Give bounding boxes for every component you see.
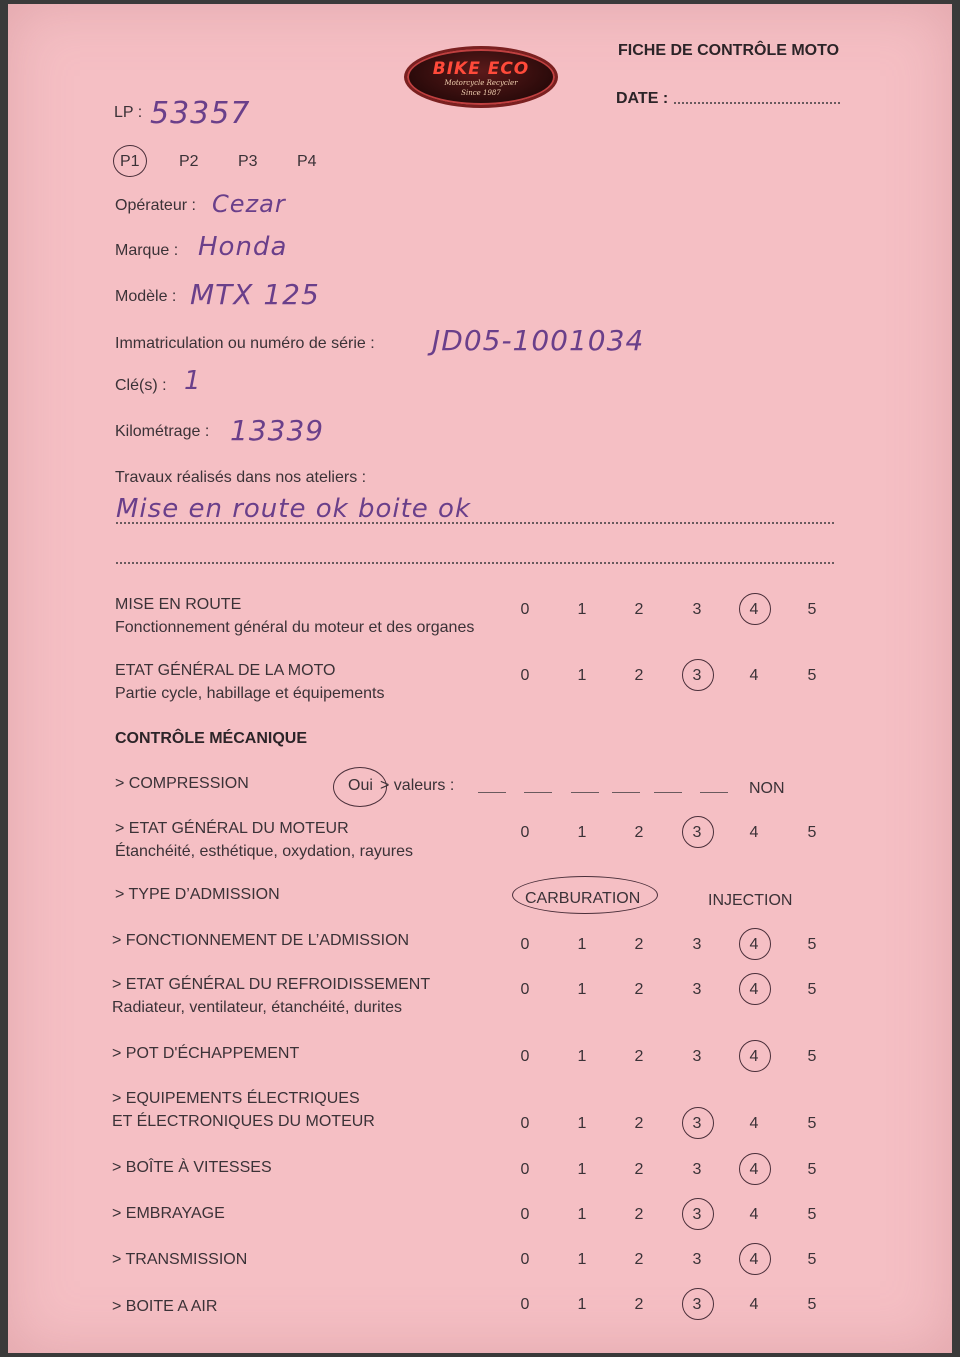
bike-eco-logo xyxy=(404,46,558,108)
echappement-selected-circle xyxy=(739,1040,771,1072)
transmission-selected-circle xyxy=(739,1243,771,1275)
echappement-score-4[interactable]: 4 xyxy=(749,1048,759,1065)
etat-general-moto-selected-circle xyxy=(682,659,714,691)
boite-air-score-1[interactable]: 1 xyxy=(577,1296,587,1313)
cles-value[interactable]: 1 xyxy=(184,366,202,396)
electrique-selected-circle xyxy=(682,1107,714,1139)
embrayage-label: > EMBRAYAGE xyxy=(112,1205,225,1222)
boite-score-2[interactable]: 2 xyxy=(634,1161,644,1178)
embrayage-score-5[interactable]: 5 xyxy=(807,1206,817,1223)
etat-general-moto-score-3[interactable]: 3 xyxy=(692,667,702,684)
electrique-score-0[interactable]: 0 xyxy=(520,1115,530,1132)
boite-air-score-3[interactable]: 3 xyxy=(692,1296,702,1313)
etat-moteur-selected-circle xyxy=(682,816,714,848)
transmission-score-0[interactable]: 0 xyxy=(520,1251,530,1268)
embrayage-selected-circle xyxy=(682,1198,714,1230)
logo-subtitle: Motorcycle Recycler xyxy=(444,79,518,87)
embrayage-score-0[interactable]: 0 xyxy=(520,1206,530,1223)
fonct-admission-score-2[interactable]: 2 xyxy=(634,936,644,953)
mise-en-route-score-0[interactable]: 0 xyxy=(520,601,530,618)
fonct-admission-selected-circle xyxy=(739,928,771,960)
mise-en-route-score-2[interactable]: 2 xyxy=(634,601,644,618)
refroidissement-subtitle: Radiateur, ventilateur, étanchéité, durites xyxy=(112,999,402,1016)
fonct-admission-score-4[interactable]: 4 xyxy=(749,936,759,953)
sheet-title: FICHE DE CONTRÔLE MOTO xyxy=(618,42,840,59)
etat-general-moto-score-5[interactable]: 5 xyxy=(807,667,817,684)
transmission-score-3[interactable]: 3 xyxy=(692,1251,702,1268)
etat-general-moto-subtitle: Partie cycle, habillage et équipements xyxy=(115,685,385,702)
fonct-admission-score-1[interactable]: 1 xyxy=(577,936,587,953)
electrique-score-2[interactable]: 2 xyxy=(634,1115,644,1132)
fonct-admission-score-5[interactable]: 5 xyxy=(807,936,817,953)
travaux-line-1 xyxy=(116,522,834,524)
embrayage-score-3[interactable]: 3 xyxy=(692,1206,702,1223)
etat-moteur-score-2[interactable]: 2 xyxy=(634,824,644,841)
refroidissement-score-1[interactable]: 1 xyxy=(577,981,587,998)
marque-label: Marque : xyxy=(115,242,179,259)
boite-selected-circle xyxy=(739,1153,771,1185)
modele-value[interactable]: MTX 125 xyxy=(190,278,320,311)
compression-valeur-2[interactable] xyxy=(524,792,552,793)
immat-label: Immatriculation ou numéro de série : xyxy=(115,335,375,352)
echappement-score-1[interactable]: 1 xyxy=(577,1048,587,1065)
etat-general-moto-score-2[interactable]: 2 xyxy=(634,667,644,684)
echappement-score-5[interactable]: 5 xyxy=(807,1048,817,1065)
refroidissement-label: > ETAT GÉNÉRAL DU REFROIDISSEMENT xyxy=(112,976,431,993)
mise-en-route-score-4[interactable]: 4 xyxy=(749,601,759,618)
electrique-label: > EQUIPEMENTS ÉLECTRIQUES xyxy=(112,1090,360,1107)
km-value[interactable]: 13339 xyxy=(230,414,325,447)
etat-moteur-label: > ETAT GÉNÉRAL DU MOTEUR xyxy=(115,820,349,837)
travaux-value[interactable]: Mise en route ok boite ok xyxy=(116,494,472,524)
admission-injection[interactable]: INJECTION xyxy=(708,892,793,909)
compression-valeur-4[interactable] xyxy=(612,792,640,793)
compression-oui[interactable]: Oui xyxy=(348,777,373,794)
transmission-score-2[interactable]: 2 xyxy=(634,1251,644,1268)
etat-moteur-score-0[interactable]: 0 xyxy=(520,824,530,841)
refroidissement-score-2[interactable]: 2 xyxy=(634,981,644,998)
electrique-score-3[interactable]: 3 xyxy=(692,1115,702,1132)
boite-air-score-4[interactable]: 4 xyxy=(749,1296,759,1313)
control-sheet xyxy=(8,4,952,1353)
position-p1[interactable]: P1 xyxy=(120,153,140,170)
boite-score-5[interactable]: 5 xyxy=(807,1161,817,1178)
compression-valeur-3[interactable] xyxy=(571,792,599,793)
immat-value[interactable]: JD05-1001034 xyxy=(432,324,645,357)
embrayage-score-1[interactable]: 1 xyxy=(577,1206,587,1223)
boite-score-3[interactable]: 3 xyxy=(692,1161,702,1178)
mise-en-route-score-3[interactable]: 3 xyxy=(692,601,702,618)
operateur-value[interactable]: Cezar xyxy=(212,190,286,218)
etat-moteur-score-3[interactable]: 3 xyxy=(692,824,702,841)
etat-general-moto-score-1[interactable]: 1 xyxy=(577,667,587,684)
travaux-label: Travaux réalisés dans nos ateliers : xyxy=(115,469,367,486)
boite-air-score-0[interactable]: 0 xyxy=(520,1296,530,1313)
electrique-score-1[interactable]: 1 xyxy=(577,1115,587,1132)
boite-score-0[interactable]: 0 xyxy=(520,1161,530,1178)
lp-label: LP : xyxy=(114,104,143,121)
compression-label: > COMPRESSION xyxy=(115,775,249,792)
transmission-score-1[interactable]: 1 xyxy=(577,1251,587,1268)
position-selected-circle xyxy=(113,145,147,177)
position-p4[interactable]: P4 xyxy=(297,153,317,170)
transmission-score-5[interactable]: 5 xyxy=(807,1251,817,1268)
mise-en-route-score-1[interactable]: 1 xyxy=(577,601,587,618)
etat-moteur-score-1[interactable]: 1 xyxy=(577,824,587,841)
refroidissement-score-5[interactable]: 5 xyxy=(807,981,817,998)
date-label: DATE : xyxy=(616,90,669,107)
echappement-label: > POT D'ÉCHAPPEMENT xyxy=(112,1045,300,1062)
compression-valeur-5[interactable] xyxy=(654,792,682,793)
refroidissement-score-3[interactable]: 3 xyxy=(692,981,702,998)
modele-label: Modèle : xyxy=(115,288,177,305)
mise-en-route-selected-circle xyxy=(739,593,771,625)
electrique-subtitle: ET ÉLECTRONIQUES DU MOTEUR xyxy=(112,1113,375,1130)
electrique-score-5[interactable]: 5 xyxy=(807,1115,817,1132)
refroidissement-score-4[interactable]: 4 xyxy=(749,981,759,998)
lp-value[interactable]: 53357 xyxy=(150,96,251,131)
boite-score-4[interactable]: 4 xyxy=(749,1161,759,1178)
compression-non[interactable]: NON xyxy=(749,780,785,797)
mise-en-route-score-5[interactable]: 5 xyxy=(807,601,817,618)
mecanique-heading: CONTRÔLE MÉCANIQUE xyxy=(115,730,307,747)
fonct-admission-score-3[interactable]: 3 xyxy=(692,936,702,953)
boite-air-score-2[interactable]: 2 xyxy=(634,1296,644,1313)
electrique-score-4[interactable]: 4 xyxy=(749,1115,759,1132)
embrayage-score-2[interactable]: 2 xyxy=(634,1206,644,1223)
compression-valeur-6[interactable] xyxy=(700,792,728,793)
transmission-score-4[interactable]: 4 xyxy=(749,1251,759,1268)
admission-label: > TYPE D’ADMISSION xyxy=(115,886,280,903)
date-field[interactable] xyxy=(674,102,840,104)
refroidissement-selected-circle xyxy=(739,973,771,1005)
etat-general-moto-score-4[interactable]: 4 xyxy=(749,667,759,684)
fonct-admission-score-0[interactable]: 0 xyxy=(520,936,530,953)
boite-label: > BOÎTE À VITESSES xyxy=(112,1159,272,1176)
etat-moteur-score-4[interactable]: 4 xyxy=(749,824,759,841)
admission-carburation[interactable]: CARBURATION xyxy=(525,890,641,907)
logo-text: BIKE ECO xyxy=(432,59,530,79)
echappement-score-2[interactable]: 2 xyxy=(634,1048,644,1065)
boite-score-1[interactable]: 1 xyxy=(577,1161,587,1178)
position-p3[interactable]: P3 xyxy=(238,153,258,170)
marque-value[interactable]: Honda xyxy=(198,232,288,262)
echappement-score-3[interactable]: 3 xyxy=(692,1048,702,1065)
cles-label: Clé(s) : xyxy=(115,377,167,394)
mise-en-route-subtitle: Fonctionnement général du moteur et des organes xyxy=(115,619,475,636)
mise-en-route-title: MISE EN ROUTE xyxy=(115,596,242,613)
logo-since: Since 1987 xyxy=(461,89,501,97)
transmission-label: > TRANSMISSION xyxy=(112,1251,248,1268)
etat-moteur-subtitle: Étanchéité, esthétique, oxydation, rayures xyxy=(115,843,413,860)
echappement-score-0[interactable]: 0 xyxy=(520,1048,530,1065)
travaux-line-2[interactable] xyxy=(116,562,834,564)
boite-air-label: > BOITE A AIR xyxy=(112,1298,218,1315)
position-p2[interactable]: P2 xyxy=(179,153,199,170)
compression-valeur-1[interactable] xyxy=(478,792,506,793)
refroidissement-score-0[interactable]: 0 xyxy=(520,981,530,998)
boite-air-selected-circle xyxy=(682,1288,714,1320)
boite-air-score-5[interactable]: 5 xyxy=(807,1296,817,1313)
km-label: Kilométrage : xyxy=(115,423,210,440)
etat-general-moto-title: ETAT GÉNÉRAL DE LA MOTO xyxy=(115,662,336,679)
fonct-admission-label: > FONCTIONNEMENT DE L’ADMISSION xyxy=(112,932,410,949)
etat-moteur-score-5[interactable]: 5 xyxy=(807,824,817,841)
compression-valeurs-label: > valeurs : xyxy=(380,777,455,794)
embrayage-score-4[interactable]: 4 xyxy=(749,1206,759,1223)
etat-general-moto-score-0[interactable]: 0 xyxy=(520,667,530,684)
operateur-label: Opérateur : xyxy=(115,197,196,214)
